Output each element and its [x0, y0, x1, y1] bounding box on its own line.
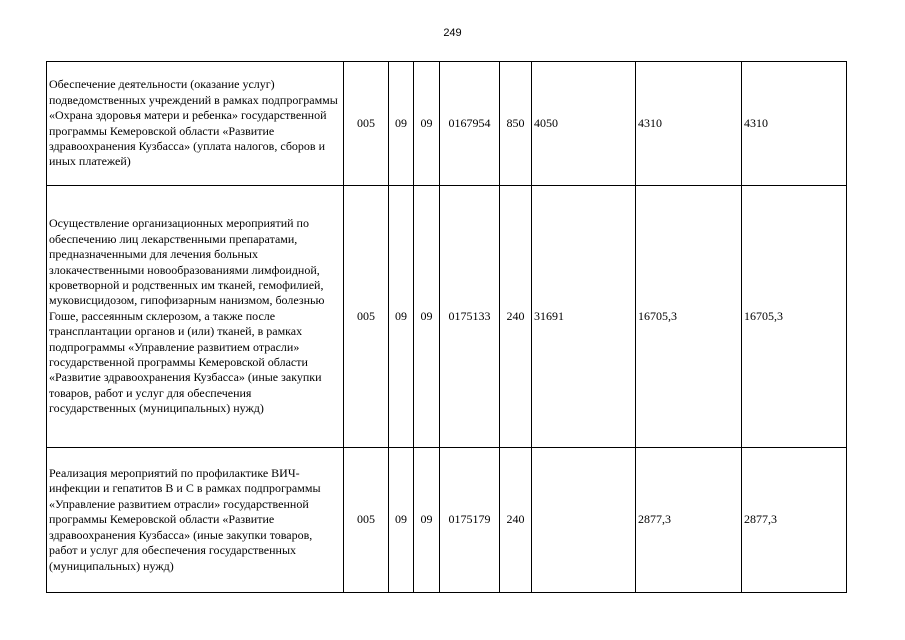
amount-year-3: 16705,3 — [742, 186, 847, 448]
expense-type-code: 850 — [500, 62, 532, 186]
subsection-code: 09 — [414, 62, 440, 186]
section-code: 09 — [389, 448, 414, 593]
ministry-code: 005 — [344, 186, 389, 448]
row-description: Обеспечение деятельности (оказание услуг) подведомственных учреждений в рамках подпрограммы «Охрана здоровья матери и ребенка» государственной программы Кемеровской области «Развитие здравоохранения Кузбасса» (уплата налогов, сборов и иных платежей) — [47, 62, 344, 186]
table-row — [47, 448, 847, 593]
amount-year-2: 2877,3 — [636, 448, 742, 593]
section-code: 09 — [389, 186, 414, 448]
budget-table — [46, 61, 847, 593]
amount-year-1: 4050 — [532, 62, 636, 186]
target-article-code: 0175179 — [440, 448, 500, 593]
amount-year-1: 31691 — [532, 186, 636, 448]
subsection-code: 09 — [414, 448, 440, 593]
ministry-code: 005 — [344, 62, 389, 186]
table-row — [47, 62, 847, 186]
expense-type-code: 240 — [500, 448, 532, 593]
section-code: 09 — [389, 62, 414, 186]
ministry-code: 005 — [344, 448, 389, 593]
row-description: Осуществление организационных мероприятий по обеспечению лиц лекарственными препаратами, предназначенными для лечения больных злокачественными новообразованиями лимфоидной, кроветворной и родственных им тканей, гемофилией, муковисцидозом, гипофизарным нанизмом, болезнью Гоше, рассеянным склерозом, а также после трансплантации органов и (или) тканей, в рамках подпрограммы «Управление развитием отрасли» государственной программы Кемеровской области «Развитие здравоохранения Кузбасса» (иные закупки товаров, работ и услуг для обеспечения государственных (муниципальных) нужд) — [47, 186, 344, 448]
target-article-code: 0175133 — [440, 186, 500, 448]
row-description: Реализация мероприятий по профилактике ВИЧ-инфекции и гепатитов В и С в рамках подпрограммы «Управление развитием отрасли» государственной программы Кемеровской области «Развитие здравоохранения Кузбасса» (иные закупки товаров, работ и услуг для обеспечения государственных (муниципальных) нужд) — [47, 448, 344, 593]
target-article-code: 0167954 — [440, 62, 500, 186]
table-row — [47, 186, 847, 448]
amount-year-3: 4310 — [742, 62, 847, 186]
amount-year-1 — [532, 448, 636, 593]
amount-year-2: 16705,3 — [636, 186, 742, 448]
page-number: 249 — [443, 27, 462, 39]
subsection-code: 09 — [414, 186, 440, 448]
amount-year-2: 4310 — [636, 62, 742, 186]
amount-year-3: 2877,3 — [742, 448, 847, 593]
expense-type-code: 240 — [500, 186, 532, 448]
